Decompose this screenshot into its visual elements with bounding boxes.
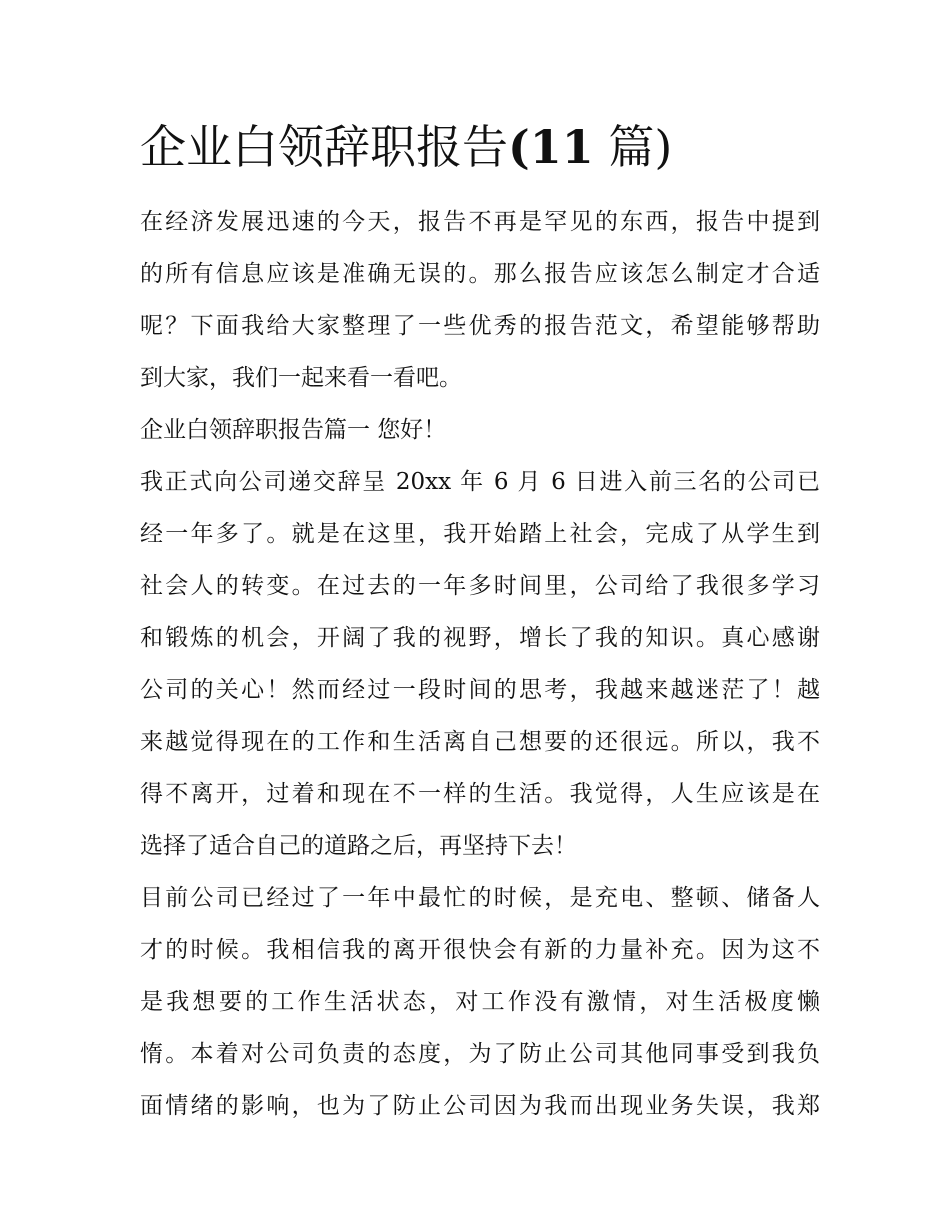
- title-number: (11: [508, 120, 594, 174]
- body-line: 呢？下面我给大家整理了一些优秀的报告范文，希望能够帮助: [140, 313, 820, 339]
- document-body: [140, 196, 820, 1132]
- title-prefix: 企业白领辞职报告: [140, 120, 508, 174]
- body-line: 社会人的转变。在过去的一年多时间里，公司给了我很多学习: [140, 573, 820, 599]
- body-line: 目前公司已经过了一年中最忙的时候，是充电、整顿、储备人: [140, 885, 820, 911]
- body-line: 到大家，我们一起来看一看吧。: [140, 365, 462, 391]
- body-line: 面情绪的影响，也为了防止公司因为我而出现业务失误，我郑: [140, 1093, 820, 1119]
- body-line: 选择了适合自己的道路之后，再坚持下去！: [140, 833, 577, 859]
- body-line: 经一年多了。就是在这里，我开始踏上社会，完成了从学生到: [140, 521, 820, 547]
- body-line: 公司的关心！然而经过一段时间的思考，我越来越迷茫了！越: [140, 677, 820, 703]
- title-suffix: 篇): [608, 120, 673, 174]
- body-line: 惰。本着对公司负责的态度，为了防止公司其他同事受到我负: [140, 1041, 820, 1067]
- body-line: 和锻炼的机会，开阔了我的视野，增长了我的知识。真心感谢: [140, 625, 820, 651]
- body-line: 才的时候。我相信我的离开很快会有新的力量补充。因为这不: [140, 937, 820, 963]
- body-line: 的所有信息应该是准确无误的。那么报告应该怎么制定才合适: [140, 261, 820, 287]
- body-line: 我正式向公司递交辞呈 20xx 年 6 月 6 日进入前三名的公司已: [140, 469, 820, 495]
- body-line: 来越觉得现在的工作和生活离自己想要的还很远。所以，我不: [140, 729, 820, 755]
- body-line: 企业白领辞职报告篇一 您好！: [140, 417, 447, 443]
- body-line: 在经济发展迅速的今天，报告不再是罕见的东西，报告中提到: [140, 209, 820, 235]
- body-line: 得不离开，过着和现在不一样的生活。我觉得，人生应该是在: [140, 781, 820, 807]
- document-title: [140, 112, 840, 182]
- body-line: 是我想要的工作生活状态，对工作没有激情，对生活极度懒: [140, 989, 820, 1015]
